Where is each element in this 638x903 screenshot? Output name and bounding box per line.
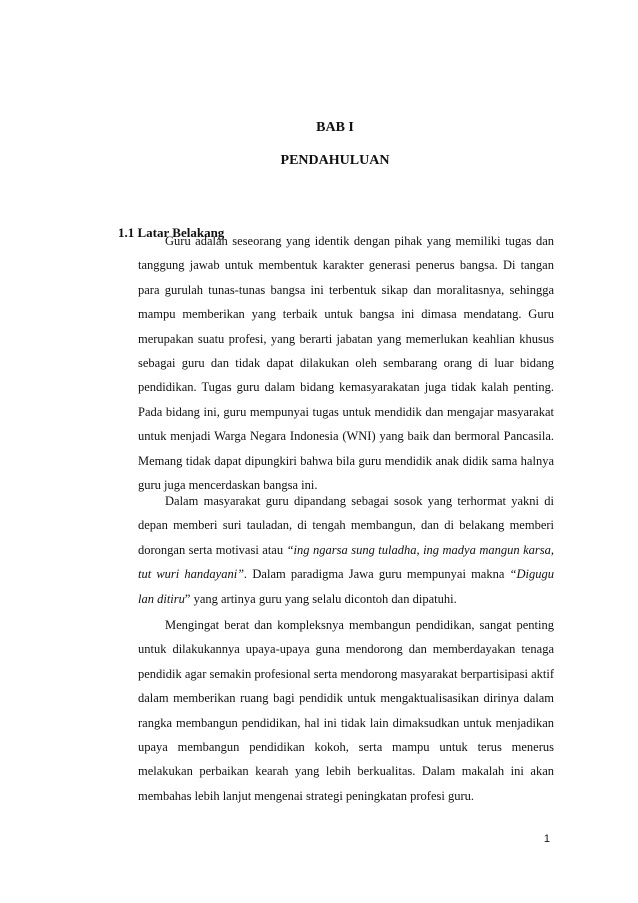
paragraph-2-text-e: ” yang artinya guru yang selalu dicontoh dan dipatuhi. [184,591,457,606]
paragraph-2 [138,489,554,611]
paragraph-1: Guru adalah seseorang yang identik dengan pihak yang memiliki tugas dan tanggung jawab untuk membentuk karakter generasi penerus bangsa. Di tangan para gurulah tunas-tunas bangsa ini terbentuk sikap dan moralitasnya, sehingga mampu memberikan yang terbaik untuk bangsa ini dimasa mendatang. Guru merupakan suatu profesi, yang berarti jabatan yang memerlukan keahlian khusus sebagai guru dan tidak dapat dilakukan oleh sembarang orang di luar bidang pendidikan. Tugas guru dalam bidang kemasyarakatan juga tidak kalah penting. Pada bidang ini, guru mempunyai tugas untuk mendidik dan mengajar masyarakat untuk menjadi Warga Negara Indonesia (WNI) yang baik dan bermoral Pancasila. Memang tidak dapat dipungkiri bahwa bila guru mendidik anak didik sama halnya guru juga mencerdaskan bangsa ini. [138,234,554,493]
paragraph-2-quote-javanese: “ing ngarsa sung tuladha, ing madya mangun karsa, tut wuri handayani”. [138,542,554,582]
paragraph-3: Mengingat berat dan kompleksnya membangun pendidikan, sangat penting untuk dilakukannya upaya-upaya guna mendorong dan memberdayakan tenaga pendidik agar semakin profesional serta mendorong masyarakat berpartisipasi aktif dalam memberikan ruang bagi pendidik untuk mengaktualisasikan dirinya dalam rangka membangun pendidikan, hal ini tidak lain dimaksudkan untuk menjadikan upaya membangun pendidikan kokoh, serta mampu untuk terus menerus melakukan perbaikan kearah yang lebih berkualitas. Dalam makalah ini akan membahas lebih lanjut mengenai strategi peningkatan profesi guru. [138,618,554,803]
paragraph-2-text-a: Dalam masyarakat guru dipandang sebagai sosok yang terhormat yakni di depan memberi suri tauladan, di tengah membangun, dan di belakang memberi dorongan serta motivasi atau [138,494,554,557]
paragraph-2-quote-digugu: “Digugu lan ditiru [138,567,554,606]
chapter-title: PENDAHULUAN [280,153,390,168]
section-heading: 1.1 Latar Belakang [118,225,225,240]
paragraph-2-text-c: Dalam paradigma Jawa guru mempunyai makna [247,567,510,582]
page-number: 1 [543,833,550,845]
chapter-number: BAB I [316,120,354,135]
